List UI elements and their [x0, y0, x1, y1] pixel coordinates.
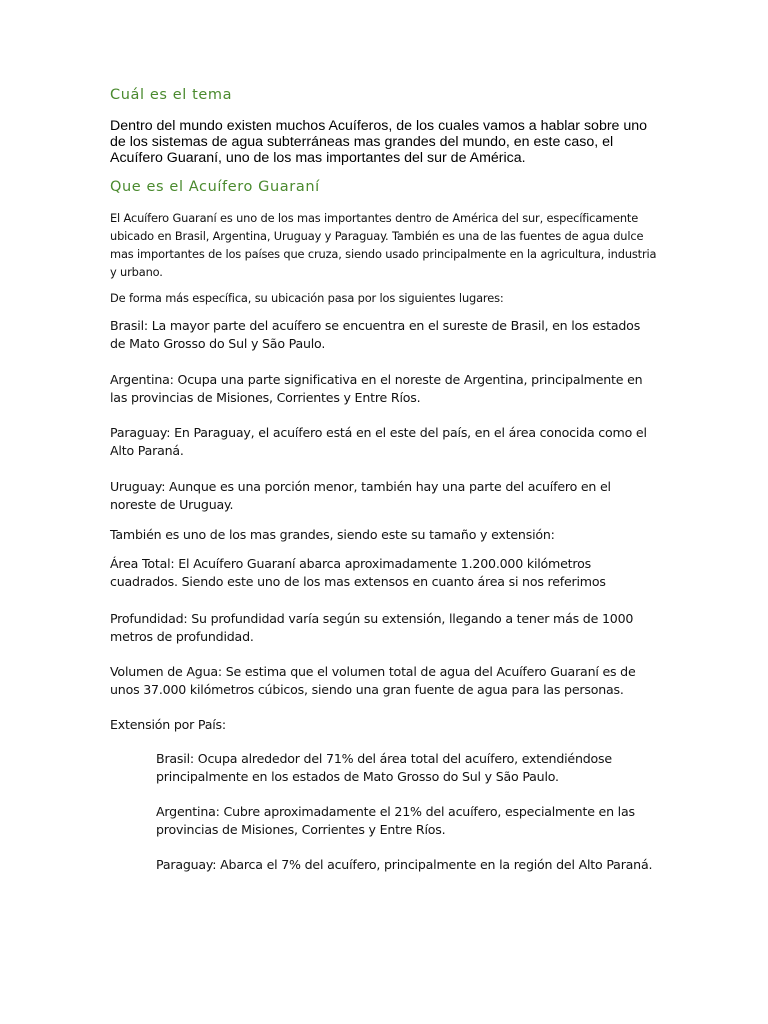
- extension-brasil: Brasil: Ocupa alrededor del 71% del área total del acuífero, extendiéndose principalmente en los estados de Mato Grosso do Sul y São Paulo.: [156, 751, 612, 784]
- extension-label: Extensión por País:: [110, 717, 226, 732]
- depth-paragraph: Profundidad: Su profundidad varía según su extensión, llegando a tener más de 1000 metros de profundidad.: [110, 611, 634, 644]
- extension-paraguay: Paraguay: Abarca el 7% del acuífero, principalmente en la región del Alto Paraná.: [156, 857, 653, 872]
- size-intro-paragraph: También es uno de los mas grandes, siendo este su tamaño y extensión:: [110, 527, 555, 542]
- location-uruguay: Uruguay: Aunque es una porción menor, también hay una parte del acuífero en el noreste de Uruguay.: [110, 479, 611, 512]
- intro-paragraph: Dentro del mundo existen muchos Acuíferos, de los cuales vamos a hablar sobre uno de los sistemas de agua subterráneas mas grandes del mundo, en este caso, el Acuífero Guaraní, uno de los mas importantes del sur de América.: [110, 118, 648, 166]
- location-argentina: Argentina: Ocupa una parte significativa en el noreste de Argentina, principalmente en las provincias de Misiones, Corrientes y Entre Ríos.: [110, 372, 643, 405]
- location-brasil: Brasil: La mayor parte del acuífero se encuentra en el sureste de Brasil, en los estados de Mato Grosso do Sul y São Paulo.: [110, 318, 641, 351]
- location-intro-paragraph: De forma más específica, su ubicación pasa por los siguientes lugares:: [110, 291, 504, 305]
- volume-paragraph: Volumen de Agua: Se estima que el volumen total de agua del Acuífero Guaraní es de unos 37.000 kilómetros cúbicos, siendo una gran fuente de agua para las personas.: [110, 664, 636, 697]
- location-paraguay: Paraguay: En Paraguay, el acuífero está en el este del país, en el área conocida como el Alto Paraná.: [110, 425, 647, 458]
- section-heading-tema: Cuál es el tema: [110, 87, 233, 103]
- extension-argentina: Argentina: Cubre aproximadamente el 21% del acuífero, especialmente en las provincias de Misiones, Corrientes y Entre Ríos.: [156, 804, 635, 837]
- area-total-paragraph: Área Total: El Acuífero Guaraní abarca aproximadamente 1.200.000 kilómetros cuadrados. Siendo este uno de los mas extensos en cuanto área si nos referimos: [110, 556, 606, 589]
- definition-paragraph: El Acuífero Guaraní es uno de los mas importantes dentro de América del sur, específicamente ubicado en Brasil, Argentina, Uruguay y Paraguay. También es una de las fuentes de agua dulce mas importantes de los países que cruza, siendo usado principalmente en la agricultura, industria y urbano.: [110, 211, 657, 279]
- section-heading-acuifero: Que es el Acuífero Guaraní: [110, 179, 320, 195]
